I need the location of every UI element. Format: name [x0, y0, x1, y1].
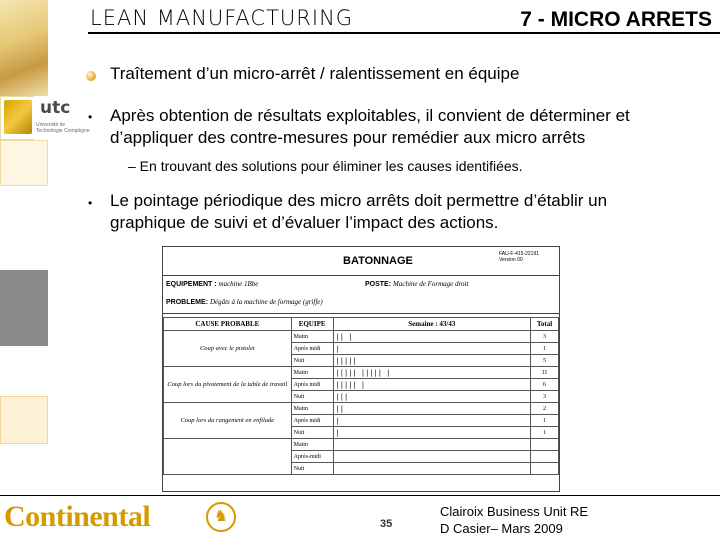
utc-logo-subtitle: Université de Technologie Compiègne	[36, 122, 90, 134]
main-bullet: Traîtement d’un micro-arrêt / ralentissement en équipe	[110, 64, 520, 83]
col-header-total: Total	[531, 318, 559, 331]
header-title-right: 7 - MICRO ARRETS	[520, 8, 712, 31]
sheet-equipement	[166, 280, 258, 288]
header-title-left: LEAN MANUFACTURING	[90, 6, 354, 30]
tally-cell: |	[333, 343, 530, 355]
sub-bullet: – En trouvant des solutions pour éliminer les causes identifiées.	[128, 158, 523, 174]
table-row	[164, 439, 559, 451]
tally-cell: |||	[333, 391, 530, 403]
equipe-cell: Après midi	[291, 415, 333, 427]
sheet-probleme	[166, 298, 323, 306]
sheet-poste	[365, 280, 468, 288]
tally-cell: |||||	[333, 355, 530, 367]
sidebar-block	[0, 346, 48, 396]
equipe-cell: Matin	[291, 331, 333, 343]
table-row	[164, 403, 559, 415]
total-cell: 2	[531, 403, 559, 415]
page-number: 35	[380, 518, 393, 530]
sheet-divider	[163, 275, 559, 276]
utc-logo-text: utc	[40, 98, 71, 118]
equipe-cell: Après-midi	[291, 451, 333, 463]
sidebar-block	[0, 186, 48, 270]
equipe-cell: Matin	[291, 367, 333, 379]
poste-label: POSTE:	[365, 281, 392, 288]
equipe-cell: Nuit	[291, 355, 333, 367]
col-header-semaine: Semaine : 43/43	[333, 318, 530, 331]
tally-cell: |	[333, 427, 530, 439]
cause-cell: Coup lors du pivotement de la table de travail	[164, 367, 292, 403]
continental-logo: Continental	[4, 500, 151, 533]
footer-line-2: D Casier– Mars 2009	[440, 521, 563, 536]
equipe-cell: Après midi	[291, 343, 333, 355]
total-cell	[531, 463, 559, 475]
total-cell: 3	[531, 331, 559, 343]
bullet-1: Après obtention de résultats exploitables, il convient de déterminer et d’appliquer des contre-mesures pour remédier aux micro arrêts	[110, 106, 630, 147]
cause-cell: Coup lors du rangement en enfilade	[164, 403, 292, 439]
total-cell: 11	[531, 367, 559, 379]
probleme-value: Dégâts à la machine de formage (griffe)	[209, 298, 323, 306]
tally-cell	[333, 439, 530, 451]
utc-emblem-icon	[4, 100, 32, 134]
equipe-cell: Nuit	[291, 463, 333, 475]
total-cell: 6	[531, 379, 559, 391]
poste-value: Machine de Formage droit	[393, 280, 469, 288]
sidebar-photo-strip	[0, 0, 48, 96]
equipe-cell: Nuit	[291, 427, 333, 439]
bullet-2: Le pointage périodique des micro arrêts doit permettre d’établir un graphique de suivi et d’évaluer l’impact des actions.	[110, 191, 608, 232]
table-row	[164, 331, 559, 343]
batonnage-sheet	[162, 246, 560, 492]
sheet-title: BATONNAGE	[343, 255, 413, 267]
sidebar-block	[0, 396, 48, 444]
equipe-cell: Après midi	[291, 379, 333, 391]
total-cell: 3	[531, 391, 559, 403]
tally-cell: ||	[333, 403, 530, 415]
footer-line-1: Clairoix Business Unit RE	[440, 504, 589, 519]
total-cell	[531, 439, 559, 451]
footer-divider	[0, 495, 720, 496]
total-cell: 1	[531, 415, 559, 427]
bullet-icon: •	[88, 196, 93, 210]
equipe-cell: Nuit	[291, 391, 333, 403]
footer-text	[440, 503, 588, 537]
batonnage-table	[163, 317, 559, 475]
header-divider	[88, 32, 720, 34]
sidebar-block	[0, 140, 48, 186]
col-header-equipe: EQUIPE	[291, 318, 333, 331]
tally-cell: ||||| ||||| |	[333, 367, 530, 379]
table-row	[164, 367, 559, 379]
bullet-dot-icon	[86, 71, 96, 81]
tally-cell	[333, 451, 530, 463]
cause-cell: Coup avec le pistolet	[164, 331, 292, 367]
tally-cell: |	[333, 415, 530, 427]
tally-cell	[333, 463, 530, 475]
sheet-divider	[163, 313, 559, 314]
total-cell: 1	[531, 343, 559, 355]
col-header-cause: CAUSE PROBABLE	[164, 318, 292, 331]
total-cell: 1	[531, 427, 559, 439]
equipe-cell: Matin	[291, 403, 333, 415]
horse-emblem-icon: ♞	[206, 502, 236, 532]
sidebar-block-gray	[0, 270, 48, 346]
tally-cell: ||||| |	[333, 379, 530, 391]
equipe-cell: Matin	[291, 439, 333, 451]
cause-cell	[164, 439, 292, 475]
sheet-reference: FAU-F-415-22191 Version 00	[499, 251, 540, 263]
equipement-label: EQUIPEMENT :	[166, 281, 217, 288]
total-cell	[531, 451, 559, 463]
tally-cell: || |	[333, 331, 530, 343]
probleme-label: PROBLEME:	[166, 299, 208, 306]
total-cell: 5	[531, 355, 559, 367]
bullet-icon: •	[88, 110, 93, 124]
equipement-value: machine 1Bbe	[218, 280, 259, 288]
